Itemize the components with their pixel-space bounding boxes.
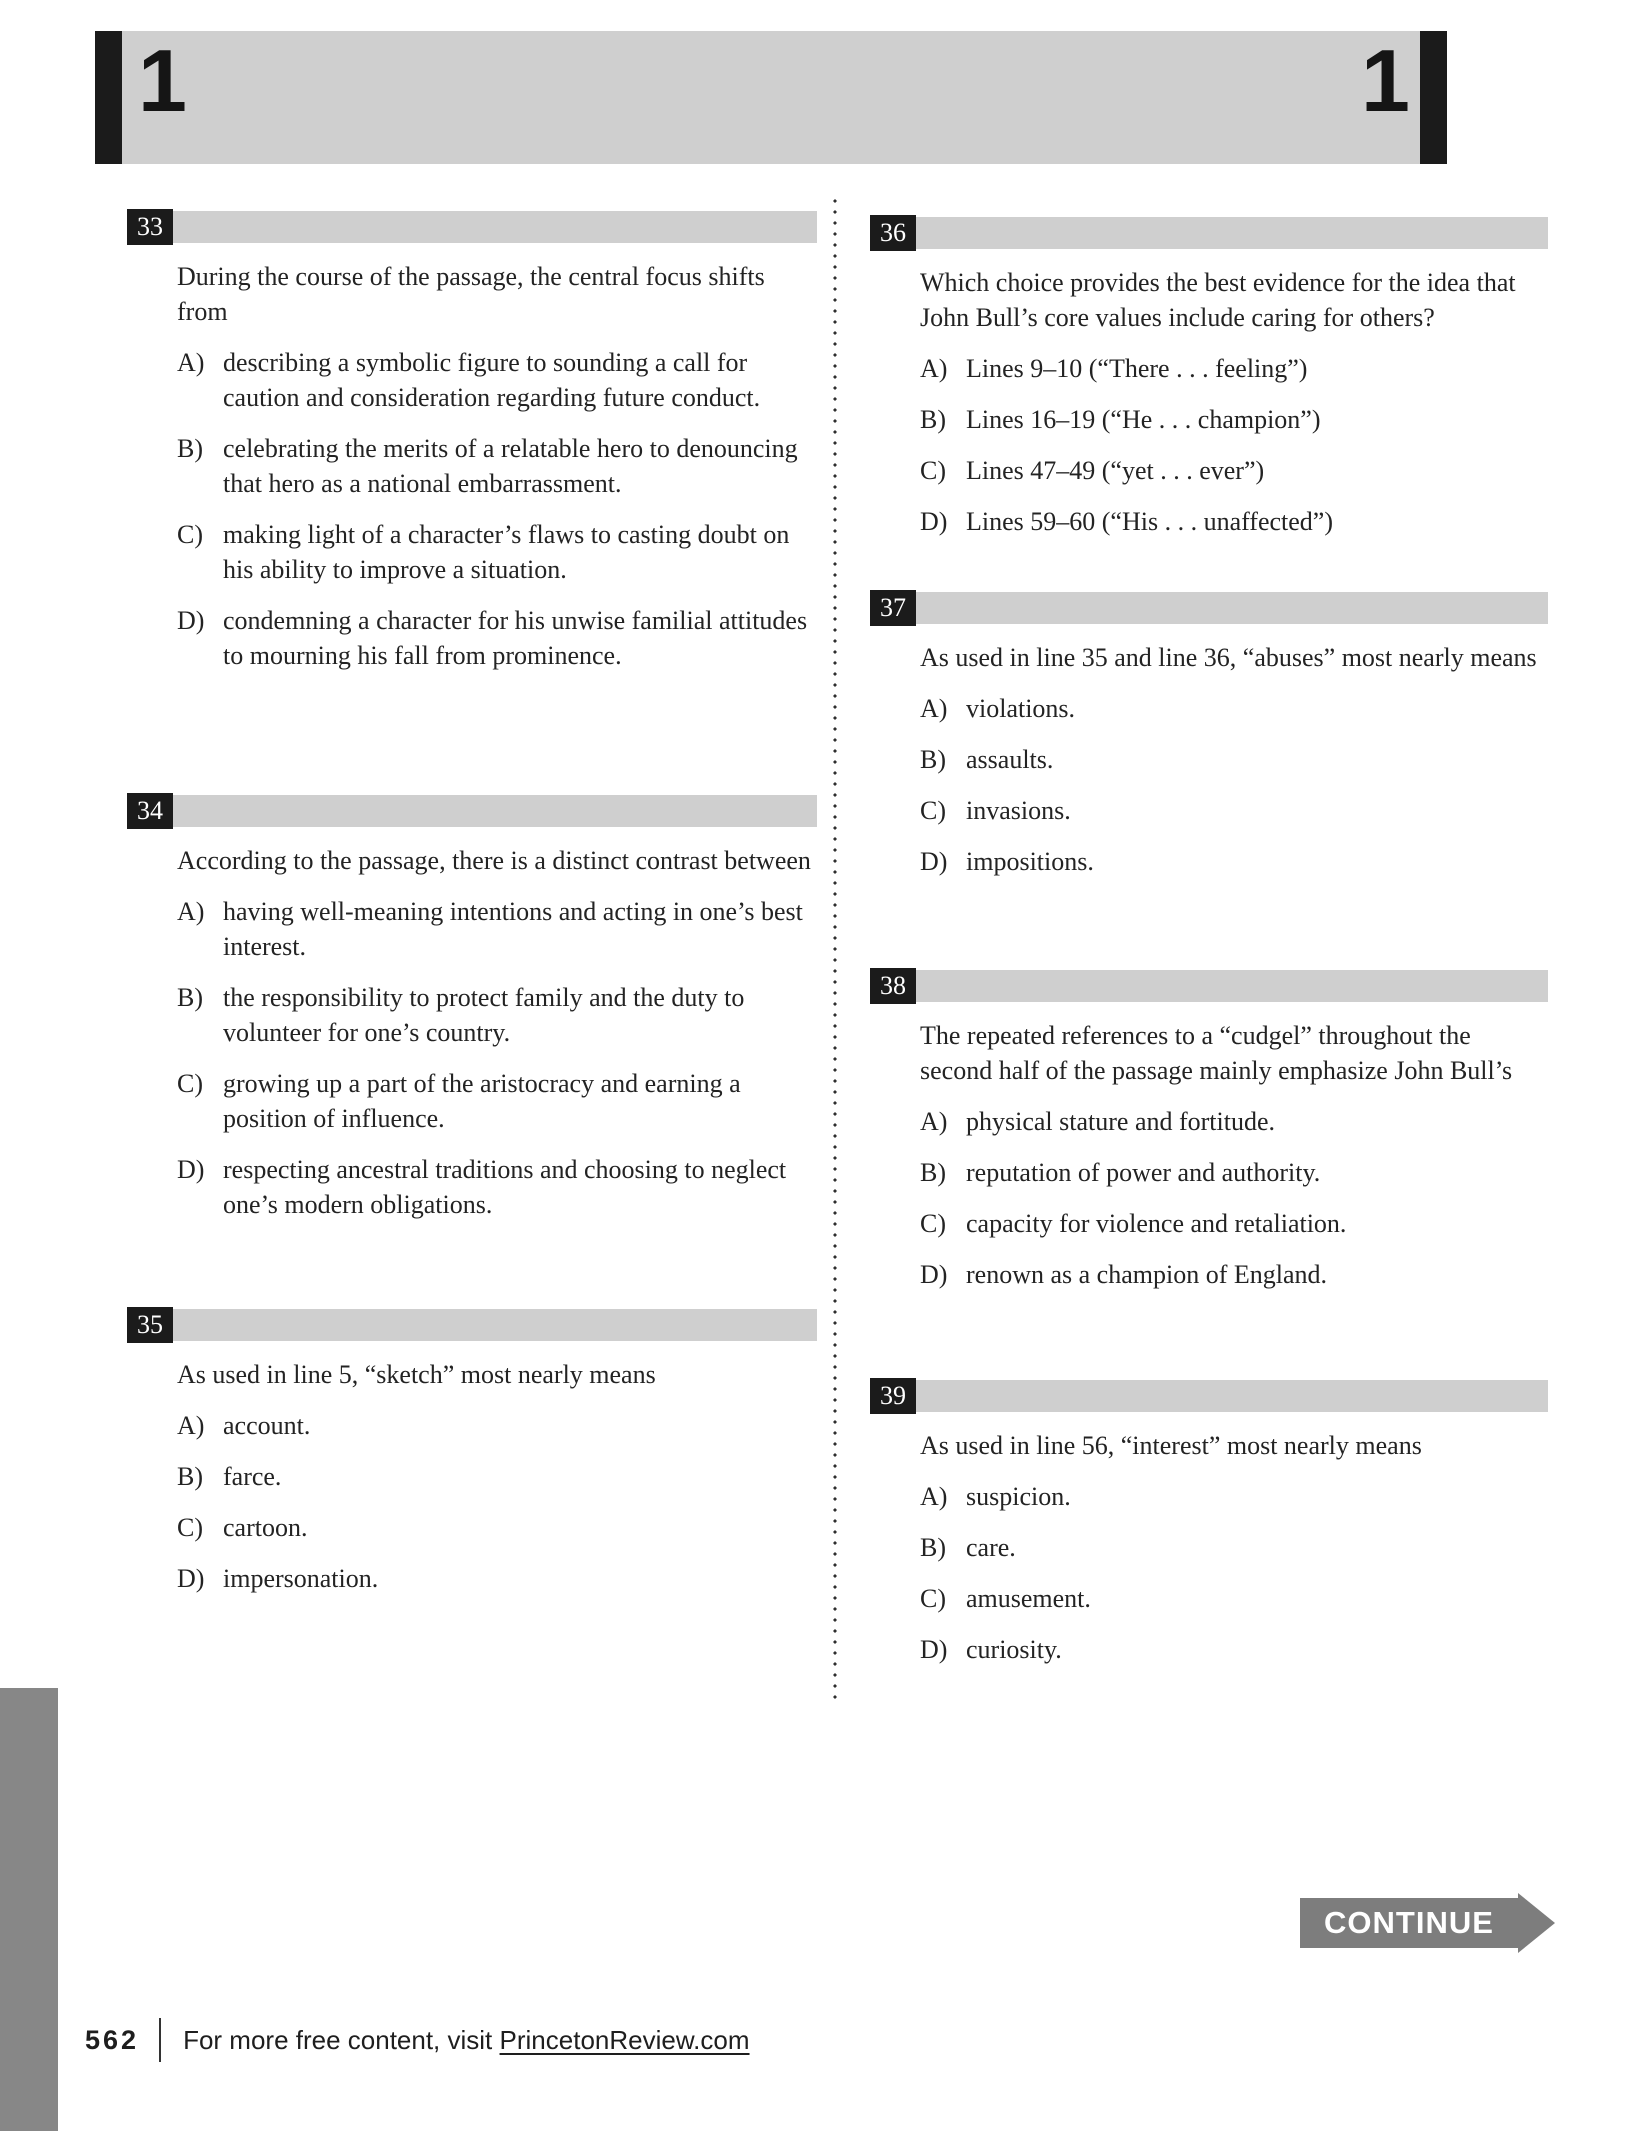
answer-choices [177,894,817,1222]
choice-text: reputation of power and authority. [966,1158,1321,1187]
question-header-bar [127,795,817,827]
section-number-left: 1 [138,31,187,130]
choice-letter: C) [920,796,946,825]
continue-button[interactable] [1300,1898,1518,1948]
answer-choices [177,1408,817,1596]
choice-letter: B) [920,745,946,774]
question-header [870,1378,1548,1414]
answer-choice[interactable] [177,1459,817,1494]
choice-letter: B) [177,1462,203,1491]
choice-text: impositions. [966,847,1094,876]
choice-letter: C) [920,1584,946,1613]
answer-choice[interactable] [920,453,1548,488]
question-number-badge [127,209,173,245]
question-block [870,1378,1548,1667]
question-header [870,590,1548,626]
choice-letter: A) [920,694,948,723]
question-number-badge [870,215,916,251]
answer-choices [177,345,817,673]
answer-choice[interactable] [177,1408,817,1443]
section-header-right-bar [1420,31,1447,164]
choice-letter: A) [177,348,205,377]
answer-choice[interactable] [177,431,817,501]
question-stem: The repeated references to a “cudgel” throughout the second half of the passage mainly emphasize John Bull’s [920,1021,1513,1085]
choice-text: celebrating the merits of a relatable hero to denouncing that hero as a national embarrassment. [223,434,798,498]
choice-letter: C) [177,520,203,549]
column-divider [833,196,837,1706]
question-number-badge [870,1378,916,1414]
choice-letter: B) [920,1533,946,1562]
choice-letter: A) [177,897,205,926]
choice-text: physical stature and fortitude. [966,1107,1276,1136]
choice-text: violations. [966,694,1076,723]
choice-text: Lines 16–19 (“He . . . champion”) [966,405,1321,434]
question-number-badge [870,590,916,626]
answer-choice[interactable] [177,1152,817,1222]
section-number-right: 1 [1361,31,1410,130]
answer-choice[interactable] [920,402,1548,437]
choice-letter: A) [177,1411,205,1440]
choice-letter: C) [177,1513,203,1542]
answer-choice[interactable] [177,517,817,587]
choice-text: suspicion. [966,1482,1071,1511]
choice-text: amusement. [966,1584,1091,1613]
answer-choice[interactable] [177,894,817,964]
choice-text: condemning a character for his unwise familial attitudes to mourning his fall from prominence. [223,606,808,670]
answer-choices [920,1479,1548,1667]
choice-letter: D) [177,1155,205,1184]
question-block [870,215,1548,539]
answer-choice[interactable] [177,1066,817,1136]
question-stem: According to the passage, there is a distinct contrast between [177,846,811,875]
princeton-review-link[interactable]: PrincetonReview.com [499,2024,750,2055]
question-number: 34 [137,796,163,825]
page-number: 562 [85,2024,140,2055]
question-number-badge [870,968,916,1004]
question-header [870,215,1548,251]
choice-letter: B) [920,1158,946,1187]
question-number-badge [127,793,173,829]
question-number: 38 [880,971,906,1000]
answer-choice[interactable] [177,345,817,415]
question-header-bar [870,217,1548,249]
choice-letter: A) [920,1482,948,1511]
question-number: 39 [880,1381,906,1410]
question-header [870,968,1548,1004]
choice-text: account. [223,1411,311,1440]
choice-text: cartoon. [223,1513,308,1542]
question-block [870,968,1548,1292]
answer-choices [920,351,1548,539]
footer-divider [159,2018,161,2062]
question-header-bar [127,1309,817,1341]
choice-text: impersonation. [223,1564,379,1593]
choice-text: having well-meaning intentions and acting in one’s best interest. [223,897,803,961]
question-block [127,1307,817,1596]
answer-choice[interactable] [920,742,1548,777]
choice-letter: C) [177,1069,203,1098]
answer-choice[interactable] [177,980,817,1050]
question-block [870,590,1548,879]
choice-text: care. [966,1533,1016,1562]
answer-choice[interactable] [920,504,1548,539]
choice-letter: D) [920,1260,948,1289]
question-header-bar [870,592,1548,624]
choice-letter: A) [920,354,948,383]
choice-text: capacity for violence and retaliation. [966,1209,1347,1238]
question-number-badge [127,1307,173,1343]
section-header-left-bar [95,31,122,164]
choice-letter: D) [177,1564,205,1593]
answer-choice[interactable] [920,1104,1548,1139]
choice-text: invasions. [966,796,1071,825]
answer-choice[interactable] [920,1155,1548,1190]
choice-text: Lines 59–60 (“His . . . unaffected”) [966,507,1334,536]
answer-choice[interactable] [920,844,1548,879]
choice-text: farce. [223,1462,282,1491]
answer-choice[interactable] [920,1581,1548,1616]
choice-text: renown as a champion of England. [966,1260,1328,1289]
question-block [127,209,817,673]
question-stem: As used in line 5, “sketch” most nearly means [177,1360,656,1389]
question-block [127,793,817,1222]
question-header [127,1307,817,1343]
question-stem: During the course of the passage, the central focus shifts from [177,262,765,326]
question-header-bar [127,211,817,243]
answer-choice[interactable] [920,793,1548,828]
footer-text: For more free content, visit [183,2024,493,2055]
answer-choice[interactable] [177,1561,817,1596]
answer-choice[interactable] [177,1510,817,1545]
choice-letter: B) [920,405,946,434]
question-stem: As used in line 35 and line 36, “abuses” most nearly means [920,643,1537,672]
answer-choice[interactable] [920,1257,1548,1292]
choice-letter: D) [920,1635,948,1664]
choice-text: making light of a character’s flaws to casting doubt on his ability to improve a situation. [223,520,790,584]
question-number: 35 [137,1310,163,1339]
choice-text: curiosity. [966,1635,1062,1664]
question-header-bar [870,1380,1548,1412]
answer-choices [920,691,1548,879]
answer-choice[interactable] [177,603,817,673]
arrow-right-icon [1518,1893,1555,1953]
choice-text: describing a symbolic figure to sounding a call for caution and consideration regarding future conduct. [223,348,761,412]
choice-letter: B) [177,434,203,463]
choice-letter: C) [920,456,946,485]
choice-letter: D) [177,606,205,635]
answer-choice[interactable] [920,1632,1548,1667]
question-stem: Which choice provides the best evidence for the idea that John Bull’s core values include caring for others? [920,268,1516,332]
answer-choice[interactable] [920,351,1548,386]
page-footer [85,2018,750,2062]
answer-choice[interactable] [920,1530,1548,1565]
choice-text: growing up a part of the aristocracy and earning a position of influence. [223,1069,741,1133]
question-header [127,209,817,245]
answer-choice[interactable] [920,1479,1548,1514]
answer-choice[interactable] [920,691,1548,726]
question-header [127,793,817,829]
choice-text: Lines 47–49 (“yet . . . ever”) [966,456,1265,485]
choice-text: the responsibility to protect family and the duty to volunteer for one’s country. [223,983,745,1047]
choice-letter: B) [177,983,203,1012]
section-header-band [95,31,1447,164]
answer-choice[interactable] [920,1206,1548,1241]
question-number: 36 [880,218,906,247]
question-header-bar [870,970,1548,1002]
continue-label: CONTINUE [1324,1905,1494,1940]
page-edge-tab [0,1688,58,2131]
choice-letter: D) [920,507,948,536]
answer-choices [920,1104,1548,1292]
question-number: 37 [880,593,906,622]
choice-text: assaults. [966,745,1054,774]
choice-text: respecting ancestral traditions and choosing to neglect one’s modern obligations. [223,1155,787,1219]
question-number: 33 [137,212,163,241]
choice-text: Lines 9–10 (“There . . . feeling”) [966,354,1308,383]
choice-letter: A) [920,1107,948,1136]
question-stem: As used in line 56, “interest” most nearly means [920,1431,1422,1460]
choice-letter: C) [920,1209,946,1238]
choice-letter: D) [920,847,948,876]
